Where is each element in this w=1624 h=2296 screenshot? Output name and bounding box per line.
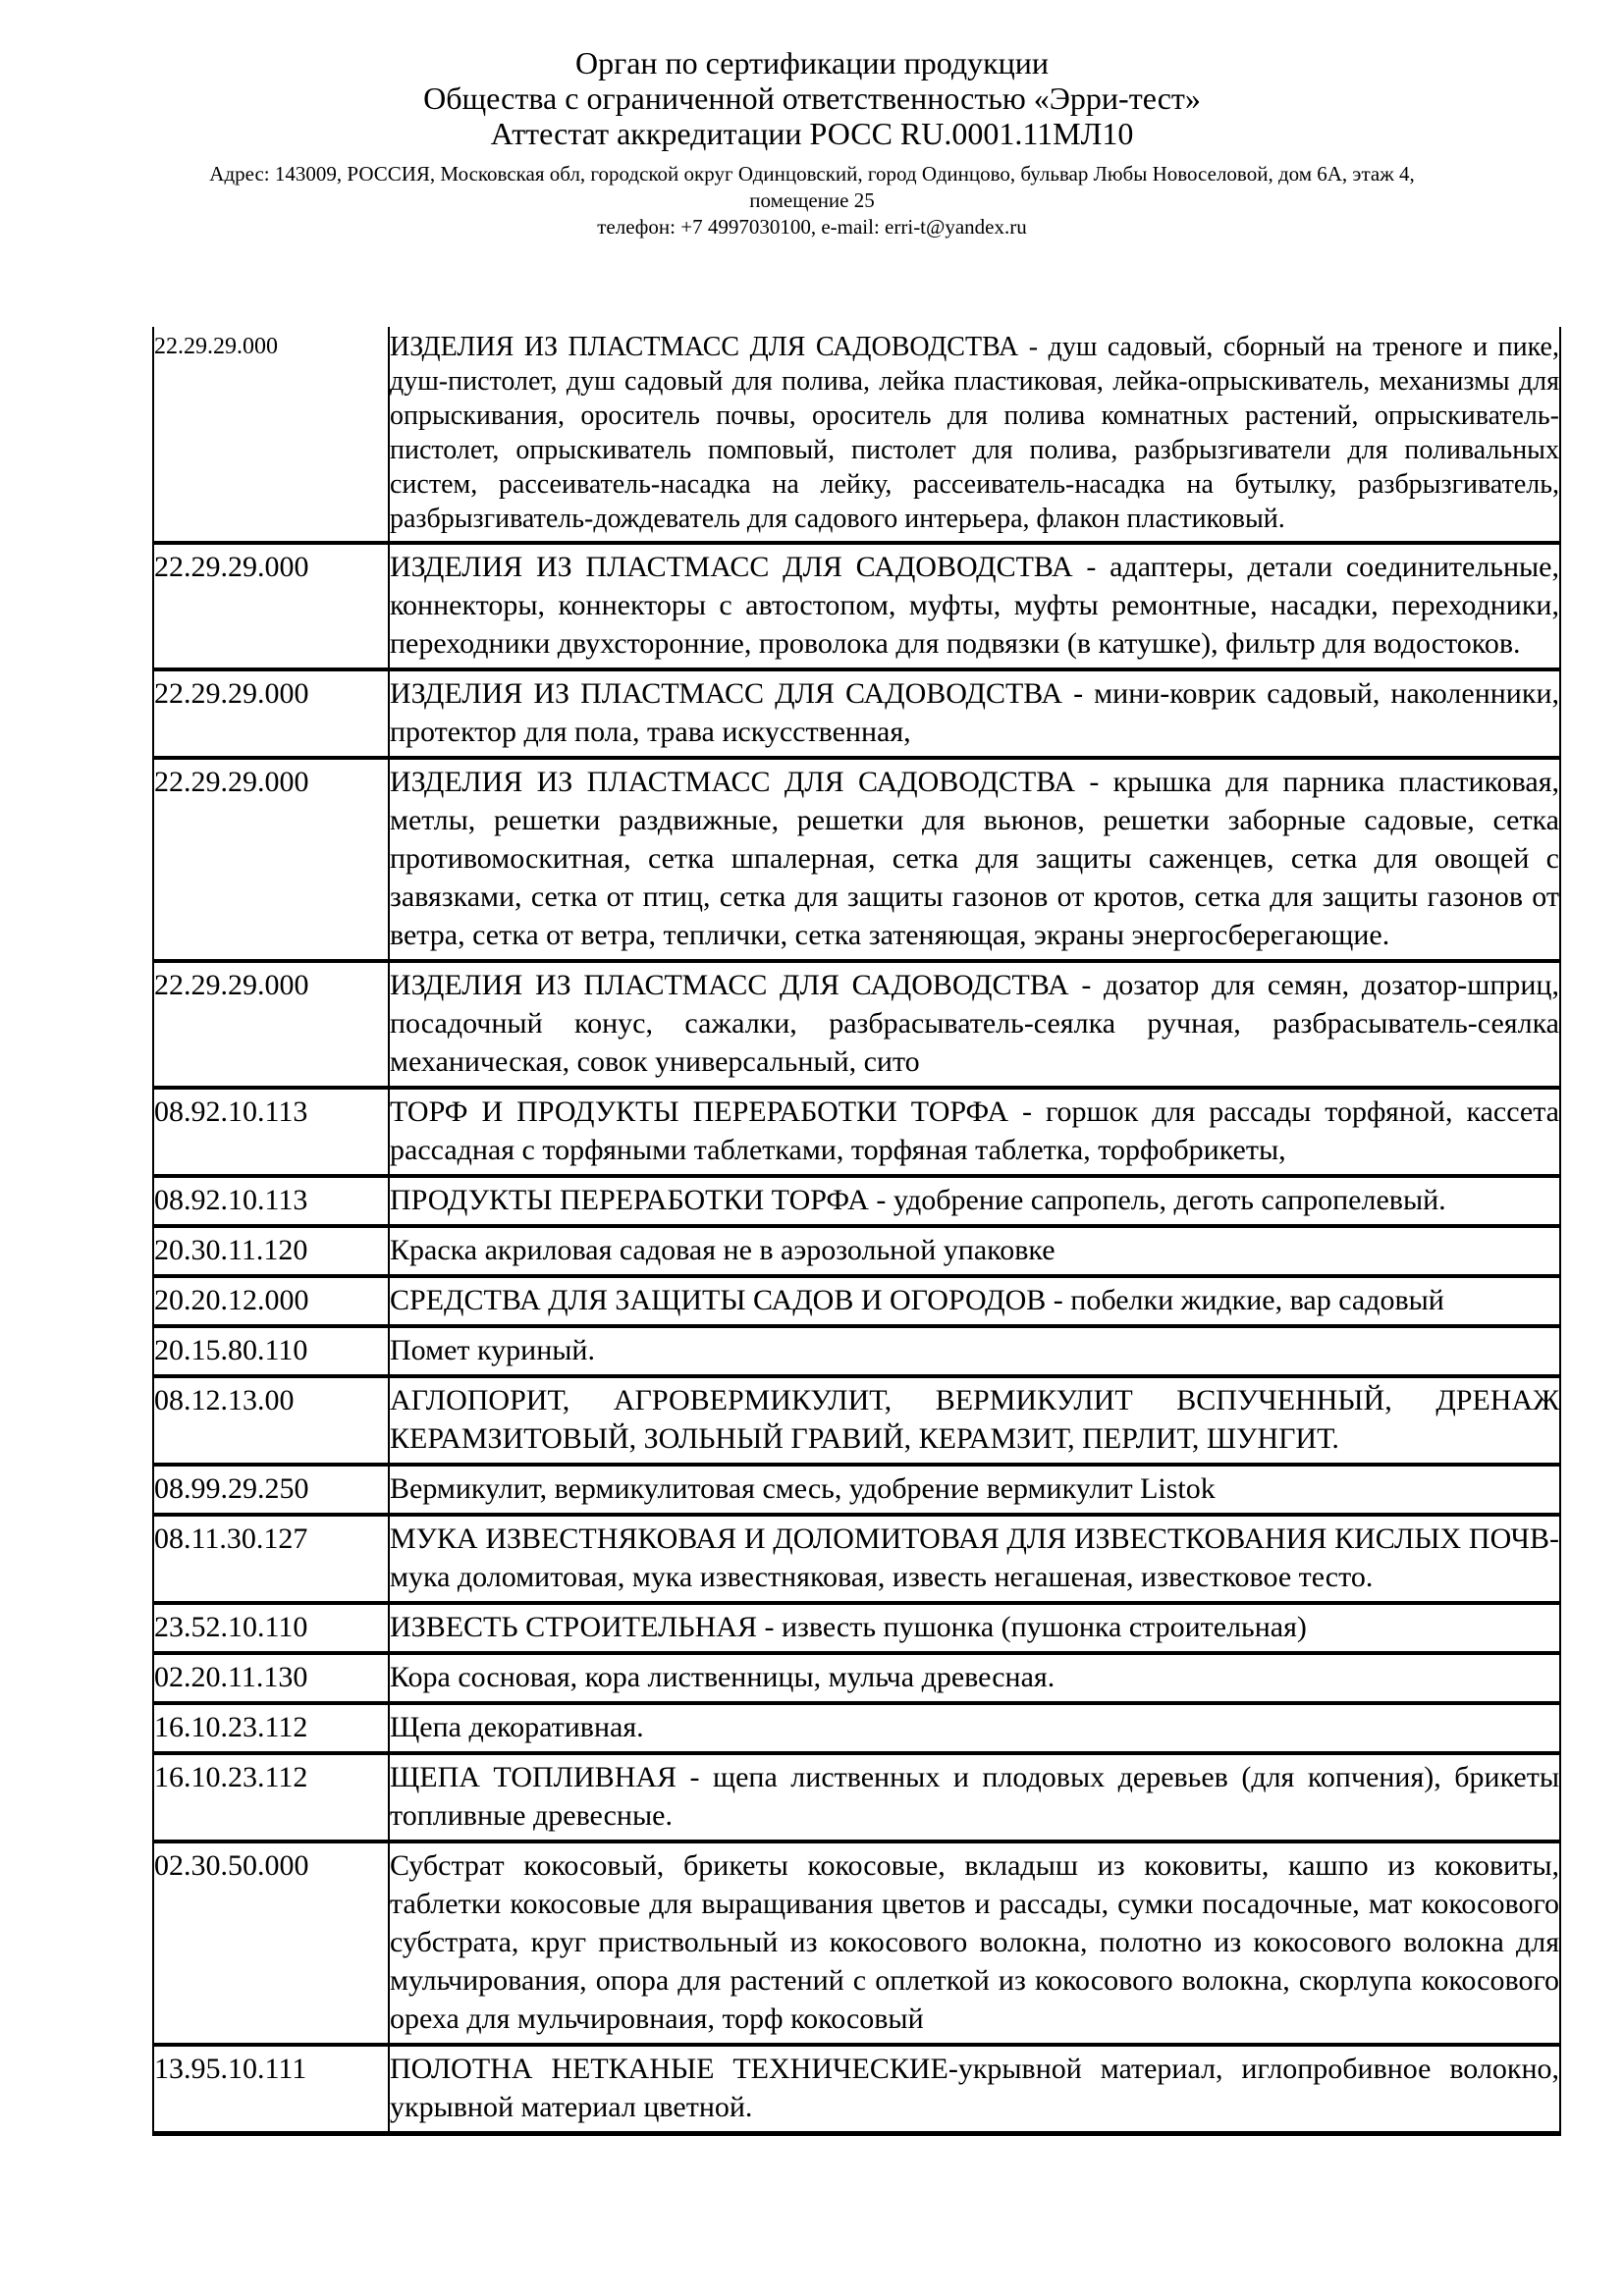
product-description-cell: ИЗДЕЛИЯ ИЗ ПЛАСТМАСС ДЛЯ САДОВОДСТВА - мини-коврик садовый, наколенники, протектор для пола, трава искусственная, [390, 677, 1559, 748]
table-row [153, 758, 1560, 961]
product-code-cell: 22.29.29.000 [153, 327, 389, 543]
product-description-cell: Щепа декоративная. [390, 1711, 644, 1743]
contact-line: телефон: +7 4997030100, e-mail: erri-t@yandex.ru [597, 215, 1027, 239]
product-code-cell: 08.92.10.113 [153, 1176, 389, 1226]
table-row [153, 1703, 1560, 1753]
product-code-cell: 22.29.29.000 [153, 669, 389, 758]
certification-body-title: Орган по сертификации продукции [574, 45, 1050, 80]
product-code-cell: 16.10.23.112 [153, 1703, 389, 1753]
product-code-cell: 22.29.29.000 [153, 961, 389, 1088]
product-code-cell: 08.99.29.250 [153, 1465, 389, 1515]
address-line-1: Адрес: 143009, РОССИЯ, Московская обл, городской округ Одинцовский, город Одинцово, бульвар Любы Новоселовой, дом 6А, этаж 4, [209, 162, 1415, 186]
table-row [153, 1176, 1560, 1226]
product-code-cell: 16.10.23.112 [153, 1753, 389, 1842]
product-description-cell: ИЗВЕСТЬ СТРОИТЕЛЬНАЯ - известь пушонка (пушонка строительная) [390, 1611, 1307, 1643]
product-description-cell: ТОРФ И ПРОДУКТЫ ПЕРЕРАБОТКИ ТОРФА - горшок для рассады торфяной, кассета рассадная с торфяными таблетками, торфяная таблетка, торфобрикеты, [390, 1095, 1559, 1166]
product-code-cell: 02.20.11.130 [153, 1653, 389, 1703]
product-description-cell: ИЗДЕЛИЯ ИЗ ПЛАСТМАСС ДЛЯ САДОВОДСТВА - крышка для парника пластиковая, метлы, решетки раздвижные, решетки для вьюнов, решетки заборные садовые, сетка противомоскитная, сетка шпалерная, сетка для защиты саженцев, сетка для овощей с завязками, сетка от птиц, сетка для защиты газонов от кротов, сетка для защиты газонов от ветра, сетка от ветра, теплички, сетка затеняющая, экраны энергосберегающие. [390, 766, 1559, 951]
address-line-2: помещение 25 [749, 188, 875, 212]
product-code-cell: 13.95.10.111 [153, 2045, 389, 2134]
organization-name: Общества с ограниченной ответственностью «Эрри-тест» [423, 80, 1201, 116]
product-description-cell: ИЗДЕЛИЯ ИЗ ПЛАСТМАСС ДЛЯ САДОВОДСТВА - дозатор для семян, дозатор-шприц, посадочный конус, сажалки, разбрасыватель-сеялка ручная, разбрасыватель-сеялка механическая, совок универсальный, сито [390, 969, 1559, 1078]
table-row [153, 1842, 1560, 2045]
document-header [0, 0, 1624, 240]
product-description-cell: ИЗДЕЛИЯ ИЗ ПЛАСТМАСС ДЛЯ САДОВОДСТВА - душ садовый, сборный на треноге и пике, душ-пистолет, душ садовый для полива, лейка пластиковая, лейка-опрыскиватель, механизмы для опрыскивания, ороситель почвы, ороситель для полива комнатных растений, опрыскиватель-пистолет, опрыскиватель помповый, пистолет для полива, разбрызгиватели для поливальных систем, рассеиватель-насадка на лейку, рассеиватель-насадка на бутылку, разбрызгиватель, разбрызгиватель-дождеватель для садового интерьера, флакон пластиковый. [390, 332, 1559, 534]
product-description-cell: Субстрат кокосовый, брикеты кокосовые, вкладыш из коковиты, кашпо из коковиты, таблетки кокосовые для выращивания цветов и рассады, сумки посадочные, мат кокосового субстрата, круг приствольный из кокосового волокна, полотно из кокосового волокна для мульчирования, опора для растений с оплеткой из кокосового волокна, скорлупа кокосового ореха для мульчировнаия, торф кокосовый [390, 1849, 1559, 2035]
table-row [153, 1376, 1560, 1465]
table-row [153, 1753, 1560, 1842]
product-code-cell: 23.52.10.110 [153, 1603, 389, 1653]
product-description-cell: ПОЛОТНА НЕТКАНЫЕ ТЕХНИЧЕСКИЕ-укрывной материал, иглопробивное волокно, укрывной материал цветной. [390, 2053, 1559, 2123]
product-description-cell: ЩЕПА ТОПЛИВНАЯ - щепа лиственных и плодовых деревьев (для копчения), брикеты топливные древесные. [390, 1761, 1559, 1832]
table-row [153, 543, 1560, 669]
table-row [153, 2045, 1560, 2134]
product-description-cell: Краска акриловая садовая не в аэрозольной упаковке [390, 1234, 1056, 1266]
product-description-cell: Кора сосновая, кора лиственницы, мульча древесная. [390, 1661, 1056, 1693]
product-description-cell: ПРОДУКТЫ ПЕРЕРАБОТКИ ТОРФА - удобрение сапропель, деготь сапропелевый. [390, 1184, 1446, 1216]
product-description-cell: Вермикулит, вермикулитовая смесь, удобрение вермикулит Listok [390, 1472, 1216, 1505]
table-row [153, 1226, 1560, 1276]
header-spacer [0, 151, 1624, 161]
product-description-cell: ИЗДЕЛИЯ ИЗ ПЛАСТМАСС ДЛЯ САДОВОДСТВА - адаптеры, детали соединительные, коннекторы, коннекторы с автостопом, муфты, муфты ремонтные, насадки, переходники, переходники двухсторонние, проволока для подвязки (в катушке), фильтр для водостоков. [390, 551, 1559, 660]
table-row [153, 669, 1560, 758]
products-table [152, 327, 1561, 2136]
product-code-cell: 20.30.11.120 [153, 1226, 389, 1276]
product-code-cell: 02.30.50.000 [153, 1842, 389, 2045]
product-code-cell: 08.12.13.00 [153, 1376, 389, 1465]
table-row [153, 1276, 1560, 1326]
product-code-cell: 22.29.29.000 [153, 758, 389, 961]
product-description-cell: СРЕДСТВА ДЛЯ ЗАЩИТЫ САДОВ И ОГОРОДОВ - побелки жидкие, вар садовый [390, 1284, 1444, 1316]
product-description-cell: АГЛОПОРИТ, АГРОВЕРМИКУЛИТ, ВЕРМИКУЛИТ ВСПУЧЕННЫЙ, ДРЕНАЖ КЕРАМЗИТОВЫЙ, ЗОЛЬНЫЙ ГРАВИЙ, КЕРАМЗИТ, ПЕРЛИТ, ШУНГИТ. [390, 1384, 1559, 1455]
table-row [153, 1603, 1560, 1653]
table-row [153, 327, 1560, 543]
table-row [153, 961, 1560, 1088]
product-description-cell: МУКА ИЗВЕСТНЯКОВАЯ И ДОЛОМИТОВАЯ ДЛЯ ИЗВЕСТКОВАНИЯ КИСЛЫХ ПОЧВ-мука доломитовая, мука известняковая, известь негашеная, известковое тесто. [390, 1522, 1559, 1593]
product-code-cell: 20.15.80.110 [153, 1326, 389, 1376]
product-description-cell: Помет куриный. [390, 1334, 595, 1366]
product-code-cell: 08.92.10.113 [153, 1088, 389, 1176]
accreditation-certificate: Аттестат аккредитации РОСС RU.0001.11МЛ10 [490, 116, 1134, 151]
table-row [153, 1326, 1560, 1376]
product-code-cell: 20.20.12.000 [153, 1276, 389, 1326]
table-row [153, 1653, 1560, 1703]
products-table-body [153, 327, 1560, 2134]
product-code-cell: 22.29.29.000 [153, 543, 389, 669]
table-row [153, 1088, 1560, 1176]
table-row [153, 1515, 1560, 1603]
table-row [153, 1465, 1560, 1515]
product-code-cell: 08.11.30.127 [153, 1515, 389, 1603]
